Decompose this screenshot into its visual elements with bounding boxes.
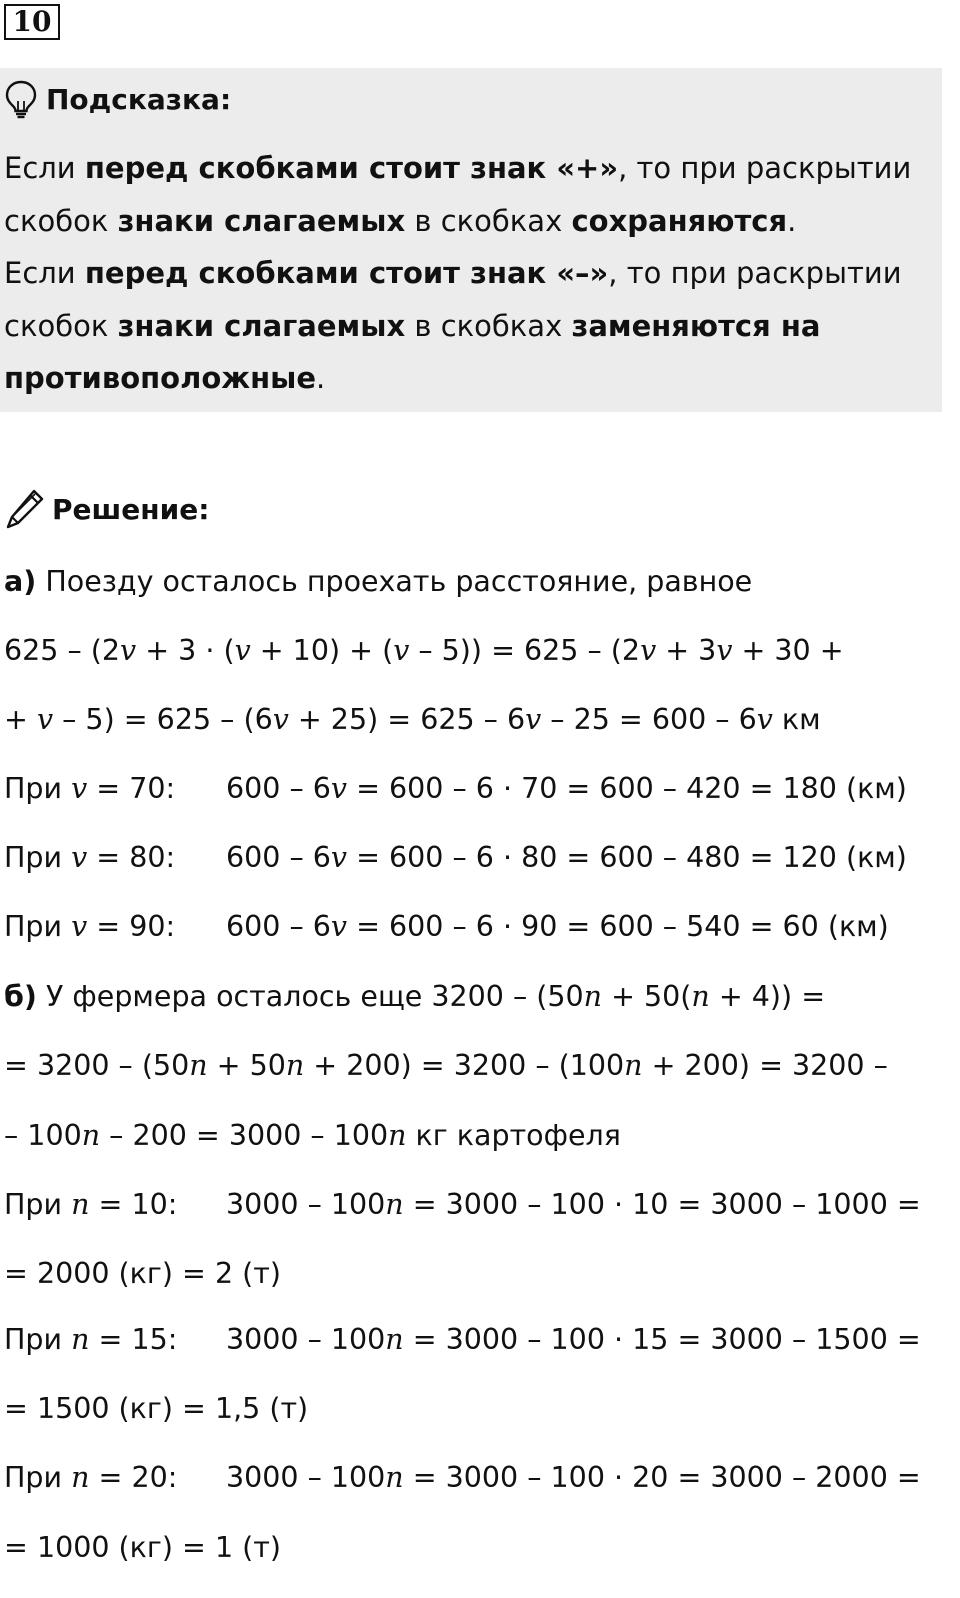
text-segment: 600 – 6 xyxy=(226,841,331,874)
bold-text: знаки слагаемых xyxy=(117,203,406,238)
text-segment: 600 – 6 xyxy=(226,910,331,943)
math-variable: n xyxy=(388,1119,407,1152)
text-segment: = 600 – 6 · 80 = 600 – 480 = 120 (км) xyxy=(347,841,907,874)
math-variable: n xyxy=(71,1323,90,1356)
text-segment: 625 – (2 xyxy=(4,634,121,667)
math-variable: v xyxy=(71,841,88,874)
bold-text: сохраняются xyxy=(571,203,788,238)
text-segment: = 10: xyxy=(89,1188,178,1221)
hint-text xyxy=(4,142,934,405)
solution-header xyxy=(4,484,209,534)
text-segment: = 3000 – 100 · 10 = 3000 – 1000 = xyxy=(403,1188,921,1221)
text-segment: – 100 xyxy=(4,1119,82,1152)
bold-text: перед скобками стоит знак «+» xyxy=(84,151,619,185)
hint-line xyxy=(4,352,934,405)
math-variable: n xyxy=(583,980,603,1013)
text-segment: + 50 xyxy=(207,1049,286,1082)
solution-line xyxy=(4,1046,954,1086)
text-segment: Если xyxy=(4,151,85,185)
bold-text: знаки слагаемых xyxy=(117,308,406,343)
text-segment: + 30 + xyxy=(732,634,844,667)
text-segment: – 25 = 600 – 6 xyxy=(541,703,757,736)
math-variable: v xyxy=(640,634,657,667)
text-segment: + 10) + ( xyxy=(250,634,394,667)
text-segment: + 4)) = xyxy=(709,980,826,1013)
bold-text: а) xyxy=(4,565,37,598)
text-segment: . xyxy=(787,203,797,238)
text-segment: в скобках xyxy=(405,308,572,343)
math-variable: v xyxy=(330,841,348,874)
bold-text: перед скобками стоит знак «–» xyxy=(84,256,609,290)
text-segment: скобок xyxy=(4,203,118,238)
bold-text: заменяются на xyxy=(571,308,821,343)
text-segment: 3000 – 100 xyxy=(226,1323,386,1356)
text-segment: + 3 · ( xyxy=(136,634,235,667)
text-segment: При xyxy=(4,772,72,805)
math-variable: n xyxy=(71,1188,90,1221)
math-variable: v xyxy=(272,703,289,736)
text-segment: При xyxy=(4,1188,72,1221)
text-segment: = 600 – 6 · 70 = 600 – 420 = 180 (км) xyxy=(347,772,907,805)
text-segment: + 200) = 3200 – xyxy=(642,1049,888,1082)
text-segment: = 70: xyxy=(87,772,176,805)
text-segment: , то при раскрытии xyxy=(608,256,902,290)
solution-line xyxy=(4,631,954,671)
text-segment: При xyxy=(4,910,72,943)
text-segment: . xyxy=(316,361,326,395)
text-segment: 3000 – 100 xyxy=(226,1188,386,1221)
math-variable: v xyxy=(525,703,542,736)
solution-line xyxy=(4,700,954,740)
hint-line xyxy=(4,195,934,248)
hint-line xyxy=(4,247,934,300)
text-segment: + 25) = 625 – 6 xyxy=(288,703,526,736)
solution-title: Решение: xyxy=(52,492,210,526)
text-segment: = 20: xyxy=(89,1461,178,1494)
solution-line xyxy=(4,1116,954,1156)
math-variable: v xyxy=(36,703,54,736)
hint-title: Подсказка: xyxy=(46,82,232,116)
text-segment: = 3200 – (50 xyxy=(4,1049,190,1082)
math-variable: n xyxy=(385,1461,404,1494)
text-segment: км xyxy=(772,703,821,736)
text-segment: в скобках xyxy=(405,203,572,238)
math-variable: n xyxy=(385,1188,404,1221)
solution-line xyxy=(4,769,954,809)
math-variable: n xyxy=(189,1049,208,1082)
text-segment: Поезду осталось проехать расстояние, равное xyxy=(36,565,753,598)
text-segment: = 1500 (кг) = 1,5 (т) xyxy=(4,1392,309,1425)
hint-line xyxy=(4,300,934,353)
text-segment: = 3000 – 100 · 20 = 3000 – 2000 = xyxy=(403,1461,921,1494)
text-segment: = 90: xyxy=(87,910,176,943)
text-segment: Если xyxy=(4,256,85,290)
math-variable: v xyxy=(756,703,773,736)
text-segment: + 3 xyxy=(656,634,717,667)
solution-line xyxy=(4,1389,954,1429)
solution-line xyxy=(4,1528,954,1568)
math-variable: v xyxy=(330,772,348,805)
text-segment: 3000 – 100 xyxy=(226,1461,386,1494)
solution-line xyxy=(4,1185,954,1225)
text-segment: При xyxy=(4,1461,72,1494)
text-segment: + 200) = 3200 – (100 xyxy=(304,1049,625,1082)
lightbulb-icon xyxy=(4,79,38,119)
text-segment: = 15: xyxy=(89,1323,178,1356)
text-segment: 600 – 6 xyxy=(226,772,331,805)
text-segment: = 3000 – 100 · 15 = 3000 – 1500 = xyxy=(403,1323,921,1356)
solution-line xyxy=(4,977,954,1017)
text-segment: У фермера осталось еще 3200 – (50 xyxy=(36,980,584,1013)
math-variable: v xyxy=(71,772,88,805)
text-segment: – 200 = 3000 – 100 xyxy=(100,1119,389,1152)
text-segment: + 50( xyxy=(602,980,692,1013)
solution-line xyxy=(4,1320,954,1360)
math-variable: n xyxy=(285,1049,305,1082)
text-segment: При xyxy=(4,1323,72,1356)
text-segment: + xyxy=(4,703,37,736)
bold-text: б) xyxy=(4,980,37,1013)
solution-line xyxy=(4,1254,954,1294)
math-variable: v xyxy=(716,634,733,667)
math-variable: v xyxy=(393,634,410,667)
text-segment: = 1000 (кг) = 1 (т) xyxy=(4,1531,281,1564)
math-variable: v xyxy=(234,634,251,667)
text-segment: , то при раскрытии xyxy=(618,151,912,185)
bold-text: противоположные xyxy=(4,361,317,395)
solution-line xyxy=(4,562,954,602)
text-segment: = 600 – 6 · 90 = 600 – 540 = 60 (км) xyxy=(347,910,889,943)
math-variable: v xyxy=(330,910,348,943)
text-segment: При xyxy=(4,841,72,874)
text-segment: – 5)) = 625 – (2 xyxy=(409,634,641,667)
math-variable: n xyxy=(81,1119,101,1152)
math-variable: v xyxy=(71,910,88,943)
text-segment: скобок xyxy=(4,308,118,343)
pencil-icon xyxy=(4,487,46,531)
task-number: 10 xyxy=(4,4,60,40)
text-segment: – 5) = 625 – (6 xyxy=(53,703,273,736)
hint-line xyxy=(4,142,934,195)
solution-line xyxy=(4,838,954,878)
solution-line xyxy=(4,1458,954,1498)
hint-header xyxy=(4,78,231,120)
text-segment: кг картофеля xyxy=(406,1119,621,1152)
solution-line xyxy=(4,907,954,947)
math-variable: v xyxy=(120,634,137,667)
text-segment: = 80: xyxy=(87,841,176,874)
math-variable: n xyxy=(71,1461,90,1494)
math-variable: n xyxy=(624,1049,643,1082)
text-segment: = 2000 (кг) = 2 (т) xyxy=(4,1257,281,1290)
math-variable: n xyxy=(691,980,710,1013)
math-variable: n xyxy=(385,1323,404,1356)
